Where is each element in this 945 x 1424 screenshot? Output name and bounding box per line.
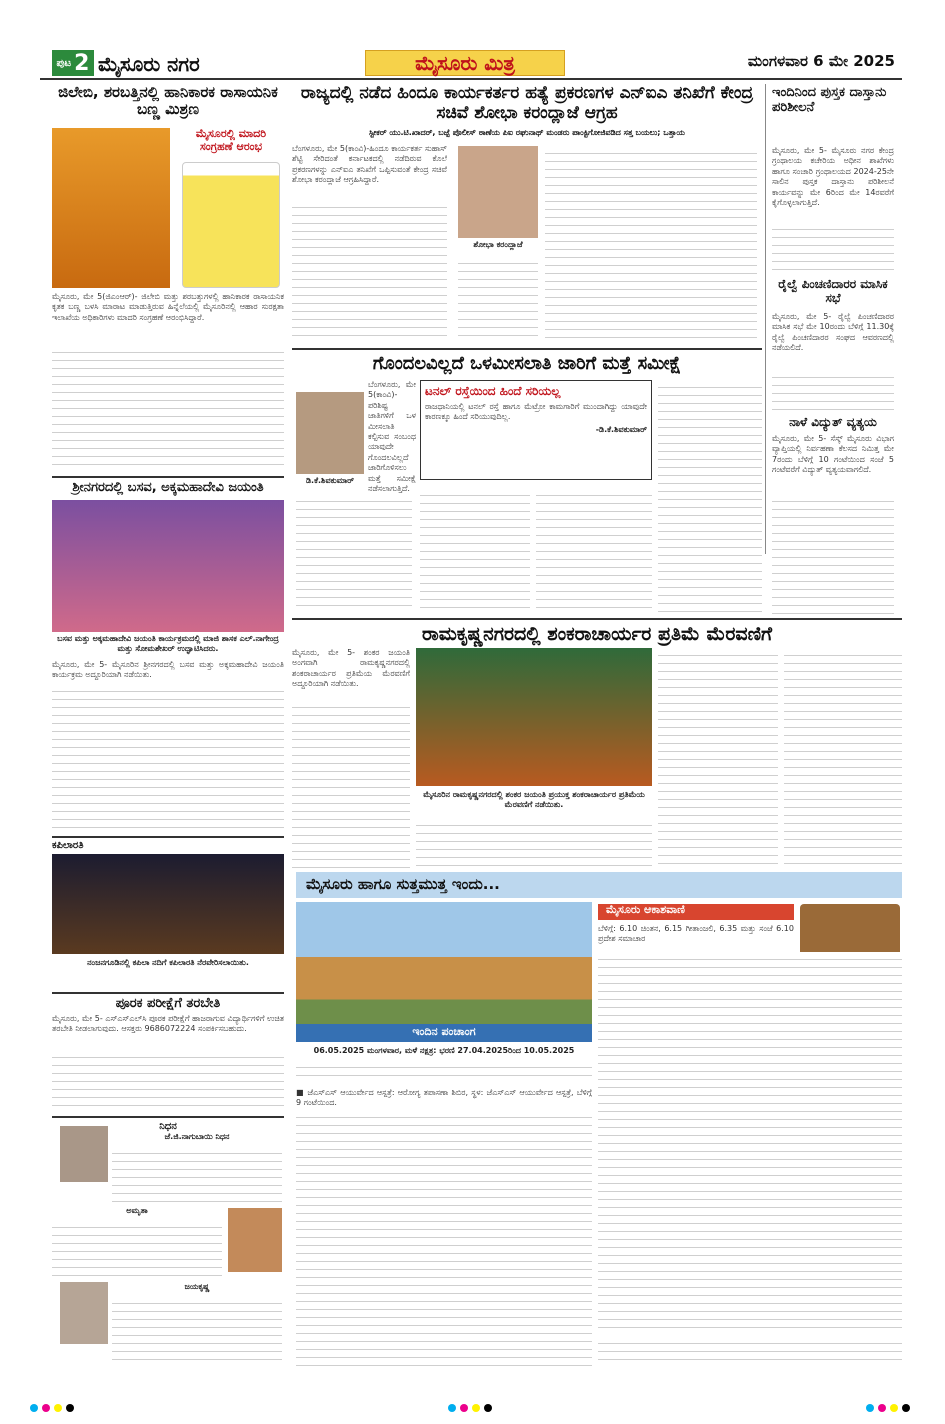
- column-divider: [765, 84, 766, 554]
- obituary-text-1: [112, 1146, 282, 1202]
- reservation-body-col2: [420, 488, 530, 612]
- panchanga-text: 06.05.2025 ಮಂಗಳವಾರ, ಮಳೆ ನಕ್ಷತ್ರ: ಭರಣಿ 27.04.2025ರಿಂದ 10.05.2025: [313, 1046, 575, 1055]
- header-rule: [40, 78, 902, 80]
- ramakrishna-lead: ಮೈಸೂರು, ಮೇ 5- ಶಂಕರ ಜಯಂತಿ ಅಂಗವಾಗಿ ರಾಮಕೃಷ್ಣನಗರದಲ್ಲಿ ಶಂಕರಾಚಾರ್ಯರ ಪ್ರತಿಮೆಯ ಮೆರವಣಿಗೆ ಅದ್ದೂರಿಯಾಗಿ ನಡೆಯಿತು.: [292, 648, 410, 689]
- railway-lead: ಮೈಸೂರು, ಮೇ 5- ರೈಲ್ವೆ ಪಿಂಚಣಿದಾರರ ಮಾಸಿಕ ಸಭೆ ಮೇ 10ರಂದು ಬೆಳಿಗ್ಗೆ 11.30ಕ್ಕೆ ರೈಲ್ವೆ ಪಿಂಚಣಿದಾರರ ಸಂಘದ ಆವರಣದಲ್ಲಿ ನಡೆಯಲಿದೆ.: [772, 312, 894, 353]
- nia-subhead: ಸ್ಟೀಕರ್ ಯು.ಟಿ.ಖಾದರ್, ಬಜ್ಪೆ ಪೊಲೀಸ್ ಠಾಣೆಯ ಪಿಐ ರಘುನಾಥ್ ಮಂಡರು ಪಾಂಕ್ಟಿಗೋಜಿವಡಿದ ಸತ್ತ ಬಯಲು; ಒತ್ತಾಯ: [369, 128, 685, 137]
- obituary-photo-2: [228, 1208, 282, 1272]
- obituary-name-3: ಜಯಕೃಷ್ಣ: [184, 1282, 210, 1291]
- events-footer-text: [598, 1336, 902, 1366]
- kapilarathi-caption: ನಂಜನಗೂಡಿನಲ್ಲಿ ಕಪಿಲಾ ನದಿಗೆ ಕಪಿಲಾರತಿ ನೆರವೇರಿಸಲಾಯಿತು.: [87, 958, 249, 967]
- ramakrishna-body-col4: [784, 648, 902, 868]
- masthead: ಮೈಸೂರು ಮಿತ್ರ: [365, 50, 565, 76]
- tunnel-quote-attribution: -ಡಿ.ಕೆ.ಶಿವಕುಮಾರ್: [595, 424, 647, 434]
- radio-schedule: [598, 952, 902, 1332]
- power-lead: ಮೈಸೂರು, ಮೇ 5- ಸೆಸ್ಕ್ ಮೈಸೂರು ವಿಭಾಗ ವ್ಯಾಪ್ತಿಯಲ್ಲಿ ನಿರ್ವಹಣಾ ಕೆಲಸದ ನಿಮಿತ್ತ ಮೇ 7ರಂದು ಬೆಳಿಗ್ಗೆ 10 ಗಂಟೆಯಿಂದ ಸಂಜೆ 5 ಗಂಟೆವರೆಗೆ ವಿದ್ಯುತ್ ವ್ಯತ್ಯಯವಾಗಲಿದೆ.: [772, 434, 894, 475]
- reservation-lead: ಬೆಂಗಳೂರು, ಮೇ 5(ಕಾಂವಿ)- ಪರಿಶಿಷ್ಟ ಜಾತಿಗಳಿಗೆ ಒಳ ಮೀಸಲಾತಿ ಕಲ್ಪಿಸುವ ಸಂಬಂಧ ಯಾವುದೇ ಗೊಂದಲವಿಲ್ಲದೆ ಜಾರಿಗೊಳಿಸಲು ಮತ್ತೆ ಸಮೀಕ್ಷೆ ನಡೆಸಲಾಗುತ್ತಿದೆ.: [368, 380, 416, 493]
- radio-text: ಬೆಳಿಗ್ಗೆ: 6.10 ಚಿಂತನ, 6.15 ಗೀತಾಂಜಲಿ, 6.35 ಮತ್ತು ಸಂಜೆ 6.10 ಪ್ರದೇಶ ಸಮಾಚಾರ: [598, 924, 794, 944]
- ramakrishna-caption: ಮೈಸೂರಿನ ರಾಮಕೃಷ್ಣನಗರದಲ್ಲಿ ಶಂಕರ ಜಯಂತಿ ಪ್ರಯುಕ್ತ ಶಂಕರಾಚಾರ್ಯರ ಪ್ರತಿಮೆಯ ಮೆರವಣಿಗೆ ನಡೆಯಿತು.: [423, 790, 645, 809]
- exam-lead: ಮೈಸೂರು, ಮೇ 5- ಎಸ್‌ಎಸ್‌ಎಲ್‌ಸಿ ಪೂರಕ ಪರೀಕ್ಷೆಗೆ ಹಾಜರಾಗುವ ವಿದ್ಯಾರ್ಥಿಗಳಿಗೆ ಉಚಿತ ತರಬೇತಿ ನೀಡಲಾಗುವುದು. ಆಸಕ್ತರು 9686072224 ಸಂಪರ್ಕಿಸಬಹುದು.: [52, 1014, 284, 1034]
- obituary-photo-1: [60, 1126, 108, 1182]
- obituary-heading: ನಿಧನ: [52, 1116, 284, 1133]
- obituary-text-2: [52, 1220, 222, 1278]
- ramakrishna-headline: ರಾಮಕೃಷ್ಣನಗರದಲ್ಲಿ ಶಂಕರಾಚಾರ್ಯರ ಪ್ರತಿಮೆ ಮೆರವಣಿಗೆ: [292, 618, 902, 646]
- nia-body-col3: [545, 146, 757, 340]
- basava-lead: ಮೈಸೂರು, ಮೇ 5- ಮೈಸೂರಿನ ಶ್ರೀನಗರದಲ್ಲಿ ಬಸವ ಮತ್ತು ಅಕ್ಕಮಹಾದೇವಿ ಜಯಂತಿ ಕಾರ್ಯಕ್ರಮ ಅದ್ದೂರಿಯಾಗಿ ನಡೆಯಿತು.: [52, 660, 284, 680]
- jalebi-headline: ಜಿಲೇಬಿ, ಶರಬತ್ತಿನಲ್ಲಿ ಹಾನಿಕಾರಕ ರಾಸಾಯನಿಕ ಬಣ್ಣ ಮಿಶ್ರಣ: [58, 83, 278, 119]
- reservation-body-col4: [658, 380, 762, 612]
- tunnel-quote-title: ಟನಲ್ ರಸ್ತೆಯಿಂದ ಹಿಂದೆ ಸರಿಯಲ್ಲ: [425, 384, 561, 398]
- tunnel-quote-body: ರಾಜಧಾನಿಯಲ್ಲಿ ಟನಲ್ ರಸ್ತೆ ಹಾಗೂ ಮೆಟ್ರೋ ಕಾಮಗಾರಿಗೆ ಮುಂದಾಗಿದ್ದು ಯಾವುದೇ ಕಾರಣಕ್ಕೂ ಹಿಂದೆ ಸರಿಯುವುದಿಲ್ಲ.: [425, 401, 647, 422]
- basava-headline: ಶ್ರೀನಗರದಲ್ಲಿ ಬಸವ, ಅಕ್ಕಮಹಾದೇವಿ ಜಯಂತಿ: [52, 476, 284, 496]
- obituary-name-1: ಜೆ.ಜಿ.ನಾಗುಬಾಯಿ ನಿಧನ: [164, 1132, 230, 1141]
- events-listings: [296, 1110, 592, 1366]
- nia-body-col1: [292, 200, 447, 340]
- railway-body: [772, 370, 894, 410]
- exam-headline: ಪೂರಕ ಪರೀಕ್ಷೆಗೆ ತರಬೇತಿ: [52, 992, 284, 1012]
- nia-lead: ಬೆಂಗಳೂರು, ಮೇ 5(ಕಾಂವಿ)-ಹಿಂದೂ ಕಾರ್ಯಕರ್ತ ಸುಹಾಸ್ ಶೆಟ್ಟಿ ಸೇರಿದಂತೆ ಕರ್ನಾಟಕದಲ್ಲಿ ನಡೆದಿರುವ ಕೊಲೆ ಪ್ರಕರಣಗಳನ್ನು ಎನ್‌ಐಎ ತನಿಖೆಗೆ ಒಪ್ಪಿಸುವಂತೆ ಕೇಂದ್ರ ಸಚಿವೆ ಶೋಭಾ ಕರಂದ್ಲಾಜೆ ಆಗ್ರಹಿಸಿದ್ದಾರೆ.: [292, 144, 447, 185]
- obituary-photo-3: [60, 1282, 108, 1344]
- power-body: [772, 494, 894, 614]
- registration-marks: [30, 1404, 910, 1414]
- palace-illustration: [296, 902, 592, 1024]
- ramakrishna-body-col1: [292, 700, 410, 868]
- ramakrishna-body-col3: [658, 648, 778, 868]
- basava-caption: ಬಸವ ಮತ್ತು ಅಕ್ಕಮಹಾದೇವಿ ಜಯಂತಿ ಕಾರ್ಯಕ್ರಮದಲ್ಲಿ ಮಾಜಿ ಶಾಸಕ ಎಲ್.ನಾಗೇಂದ್ರ ಮತ್ತು ಸೋಮಶೇಖರ್ ಉದ್ಘಾಟಿಸಿದರು.: [57, 634, 279, 653]
- ramakrishna-body-col2: [416, 818, 652, 868]
- page-number-badge: [52, 50, 94, 76]
- jalebi-lead: ಮೈಸೂರು, ಮೇ 5(ಜಿಎಂಆರ್)- ಜಿಲೇಬಿ ಮತ್ತು ಶರಬತ್ತುಗಳಲ್ಲಿ ಹಾನಿಕಾರಕ ರಾಸಾಯನಿಕ ಕೃತಕ ಬಣ್ಣ ಬಳಸಿ ಮಾರಾಟ ಮಾಡುತ್ತಿರುವ ಹಿನ್ನೆಲೆಯಲ್ಲಿ ಮೈಸೂರಿನಲ್ಲಿ ಆಹಾರ ಸುರಕ್ಷತಾ ಇಲಾಖೆಯ ಅಧಿಕಾರಿಗಳು ಮಾದರಿ ಸಂಗ್ರಹಣೆ ಆರಂಭಿಸಿದ್ದಾರೆ.: [52, 292, 284, 322]
- kapilarathi-photo: [52, 854, 284, 954]
- panchanga-title: ಇಂದಿನ ಪಂಚಾಂಗ: [296, 1024, 592, 1042]
- sherbet-glass-photo: [182, 162, 280, 288]
- page-label: ಪುಟ: [56, 57, 72, 69]
- nia-headline: ರಾಜ್ಯದಲ್ಲಿ ನಡೆದ ಹಿಂದೂ ಕಾರ್ಯಕರ್ತರ ಹತ್ಯೆ ಪ್ರಕರಣಗಳ ಎನ್‌ಐಎ ತನಿಖೆಗೆ ಕೇಂದ್ರ ಸಚಿವೆ ಶೋಭಾ ಕರಂದ್ಲಾಜೆ ಆಗ್ರಹ: [300, 83, 754, 123]
- railway-headline: ರೈಲ್ವೆ ಪಿಂಚಣಿದಾರರ ಮಾಸಿಕ ಸಭೆ: [778, 277, 888, 305]
- reservation-body-col3: [536, 488, 652, 612]
- jalebi-subhead: ಮೈಸೂರಲ್ಲಿ ಮಾದರಿ ಸಂಗ್ರಹಣೆ ಆರಂಭ: [195, 127, 267, 153]
- listings-text: ■ ಜೆಎಸ್‌ಎಸ್ ಆಯುರ್ವೇದ ಆಸ್ಪತ್ರೆ: ಆರೋಗ್ಯ ತಪಾಸಣಾ ಶಿಬಿರ, ಸ್ಥಳ: ಜೆಎಸ್‌ಎಸ್ ಆಯುರ್ವೇದ ಆಸ್ಪತ್ರೆ, ಬೆಳಿಗ್ಗೆ 9 ಗಂಟೆಯಿಂದ.: [296, 1088, 592, 1108]
- shivakumar-caption: ಡಿ.ಕೆ.ಶಿವಕುಮಾರ್: [306, 476, 354, 485]
- obituary-name-2: ಅಮೃತಾ: [126, 1206, 148, 1215]
- nia-body-col2: [458, 256, 538, 340]
- books-headline: ಇಂದಿನಿಂದ ಪುಸ್ತಕ ದಾಸ್ತಾನು ಪರಿಶೀಲನೆ: [772, 85, 887, 115]
- basava-photo: [52, 500, 284, 632]
- reservation-headline: ಗೊಂದಲವಿಲ್ಲದೆ ಒಳಮೀಸಲಾತಿ ಜಾರಿಗೆ ಮತ್ತೆ ಸಮೀಕ್ಷೆ: [292, 348, 762, 375]
- radio-title: ಮೈಸೂರು ಆಕಾಶವಾಣಿ: [598, 904, 794, 920]
- events-banner: ಮೈಸೂರು ಹಾಗೂ ಸುತ್ತಮುತ್ತ ಇಂದು...: [296, 872, 902, 898]
- section-title: ಮೈಸೂರು ನಗರ: [98, 52, 200, 76]
- shivakumar-photo: [296, 392, 364, 474]
- page-number: 2: [74, 50, 90, 76]
- ramakrishna-photo: [416, 648, 652, 786]
- books-body: [772, 222, 894, 272]
- issue-date: ಮಂಗಳವಾರ 6 ಮೇ 2025: [747, 52, 895, 70]
- jalebi-body: [52, 345, 284, 467]
- kapilarathi-heading: ಕಪಿಲಾರತಿ: [52, 836, 284, 852]
- jalebi-photo: [52, 128, 170, 288]
- tunnel-quote-box: [420, 380, 652, 480]
- exam-body: [52, 1050, 284, 1110]
- books-lead: ಮೈಸೂರು, ಮೇ 5- ಮೈಸೂರು ನಗರ ಕೇಂದ್ರ ಗ್ರಂಥಾಲಯ ಕಚೇರಿಯ ಅಧೀನ ಶಾಖೆಗಳು ಹಾಗೂ ಸಂಚಾರಿ ಗ್ರಂಥಾಲಯದ 2024-25ನೇ ಸಾಲಿನ ಪುಸ್ತಕ ದಾಸ್ತಾನು ಪರಿಶೀಲನೆ ಕಾರ್ಯವನ್ನು ಮೇ 6ರಿಂದ ಮೇ 14ರವರೆಗೆ ಕೈಗೊಳ್ಳಲಾಗುತ್ತಿದೆ.: [772, 146, 894, 207]
- obituary-text-3: [112, 1296, 282, 1366]
- basava-body: [52, 684, 284, 830]
- power-headline: ನಾಳೆ ವಿದ್ಯುತ್ ವ್ಯತ್ಯಯ: [789, 415, 877, 429]
- reservation-body-col1: [296, 494, 412, 612]
- nia-photo-caption: ಶೋಭಾ ಕರಂದ್ಲಾಜೆ: [473, 240, 523, 249]
- nia-portrait-photo: [458, 146, 538, 238]
- panchanga-details: [296, 1060, 592, 1082]
